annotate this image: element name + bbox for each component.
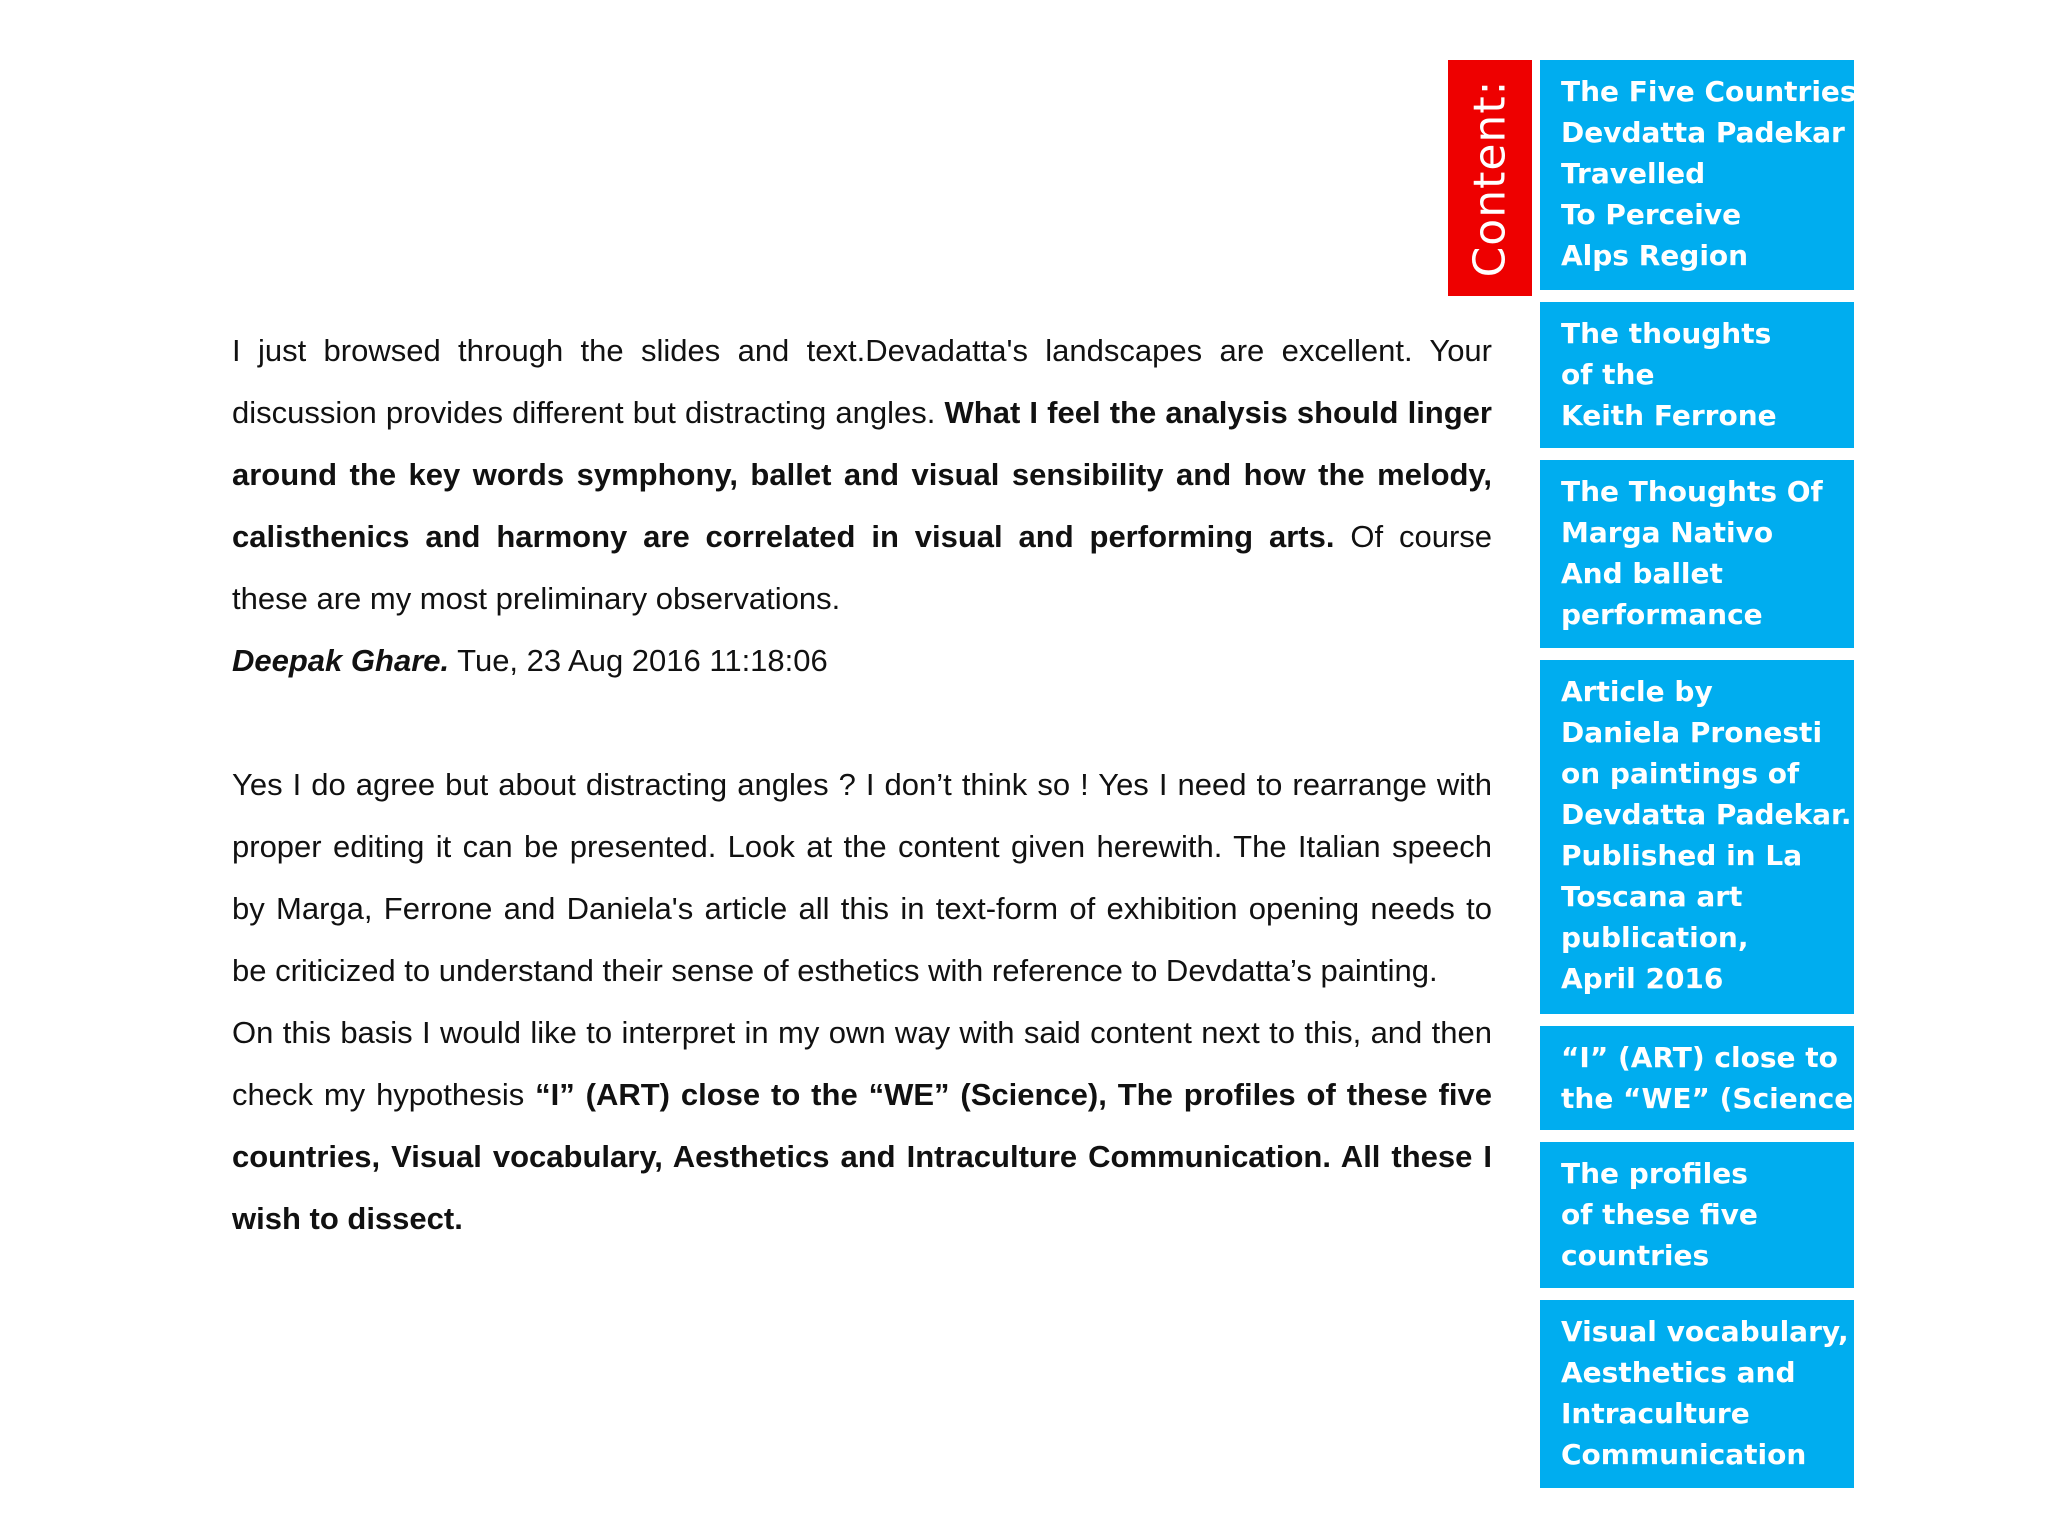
content-label-text: Content:	[1464, 79, 1516, 277]
signature-author: Deepak Ghare.	[232, 643, 450, 678]
sidebar-line: Travelled	[1561, 157, 1706, 190]
paragraph-2: Yes I do agree but about distracting angles ? I don’t think so ! Yes I need to rearrange with proper editing it can be presented. Look at the content given herewith. The Italian speech by Marga, Ferrone and Daniela's article all this in text-form of exhibition opening needs to be criticized to understand their sense of esthetics with reference to Devdatta’s painting.	[232, 767, 1492, 988]
signature-date: Tue, 23 Aug 2016 11:18:06	[449, 643, 828, 678]
paragraph-3-intro: On this basis I would like to interpret in my own way with said content next to this, and then check my hypothesis	[232, 1015, 1492, 1112]
sidebar-line: To Perceive	[1561, 198, 1742, 231]
sidebar-line: And ballet	[1561, 557, 1723, 590]
sidebar-line: Keith Ferrone	[1561, 399, 1777, 432]
sidebar-line: The thoughts	[1561, 317, 1772, 350]
paragraph-1-bold: What I feel the analysis should linger around the key words symphony, ballet and visual sensibility and how the melody, calisthenics and harmony are correlated in visual and performing arts.	[232, 395, 1492, 554]
sidebar-line: Devdatta Padekar.	[1561, 798, 1852, 831]
sidebar-line: The profiles	[1561, 1157, 1748, 1190]
sidebar-line: Visual vocabulary,	[1561, 1315, 1849, 1348]
sidebar-item-visual-vocabulary[interactable]	[1540, 1300, 1854, 1488]
sidebar-line: of these five	[1561, 1198, 1758, 1231]
sidebar-line: Communication	[1561, 1438, 1807, 1471]
paragraph-3	[232, 1002, 1492, 1250]
sidebar-line: on paintings of	[1561, 757, 1800, 790]
paragraph-1-intro: I just browsed through the slides and text.Devadatta's landscapes are excellent. Your discussion provides different but distracting angles.	[232, 333, 1492, 430]
sidebar-line: Devdatta Padekar	[1561, 116, 1845, 149]
sidebar-item-art-science[interactable]	[1540, 1026, 1867, 1130]
paragraph-3-bold: “I” (ART) close to the “WE” (Science), The profiles of these five countries, Visual vocabulary, Aesthetics and Intraculture Communication. All these I wish to dissect.	[232, 1077, 1492, 1236]
signature	[232, 630, 1492, 692]
sidebar-line: The Thoughts Of	[1561, 475, 1823, 508]
sidebar-line: countries	[1561, 1239, 1710, 1272]
sidebar-line: Toscana art	[1561, 880, 1743, 913]
sidebar-line: publication,	[1561, 921, 1749, 954]
sidebar-item-five-countries[interactable]	[1540, 60, 1857, 290]
sidebar-item-marga-nativo[interactable]	[1540, 460, 1854, 648]
sidebar-line: The Five Countries	[1561, 75, 1857, 108]
paragraph-1	[232, 320, 1492, 630]
content-label	[1448, 60, 1532, 296]
main-text	[232, 320, 1492, 1250]
sidebar-line: Marga Nativo	[1561, 516, 1774, 549]
sidebar-item-daniela-pronesti[interactable]	[1540, 660, 1854, 1014]
sidebar-line: the “WE” (Science)	[1561, 1082, 1867, 1115]
sidebar-line: Alps Region	[1561, 239, 1749, 272]
sidebar-line: Aesthetics and	[1561, 1356, 1796, 1389]
sidebar-line: Article by	[1561, 675, 1713, 708]
paragraph-1-outro: Of course these are my most preliminary observations.	[232, 519, 1493, 616]
sidebar-line: “I” (ART) close to	[1561, 1041, 1838, 1074]
paragraph-gap	[232, 692, 1492, 754]
sidebar-line: April 2016	[1561, 962, 1724, 995]
sidebar-line: of the	[1561, 358, 1655, 391]
sidebar-line: Published in La	[1561, 839, 1803, 872]
sidebar-item-keith-ferrone[interactable]	[1540, 302, 1854, 448]
sidebar-line: Intraculture	[1561, 1397, 1750, 1430]
sidebar-item-profiles[interactable]	[1540, 1142, 1854, 1288]
sidebar-line: Daniela Pronesti	[1561, 716, 1823, 749]
sidebar-line: performance	[1561, 598, 1763, 631]
